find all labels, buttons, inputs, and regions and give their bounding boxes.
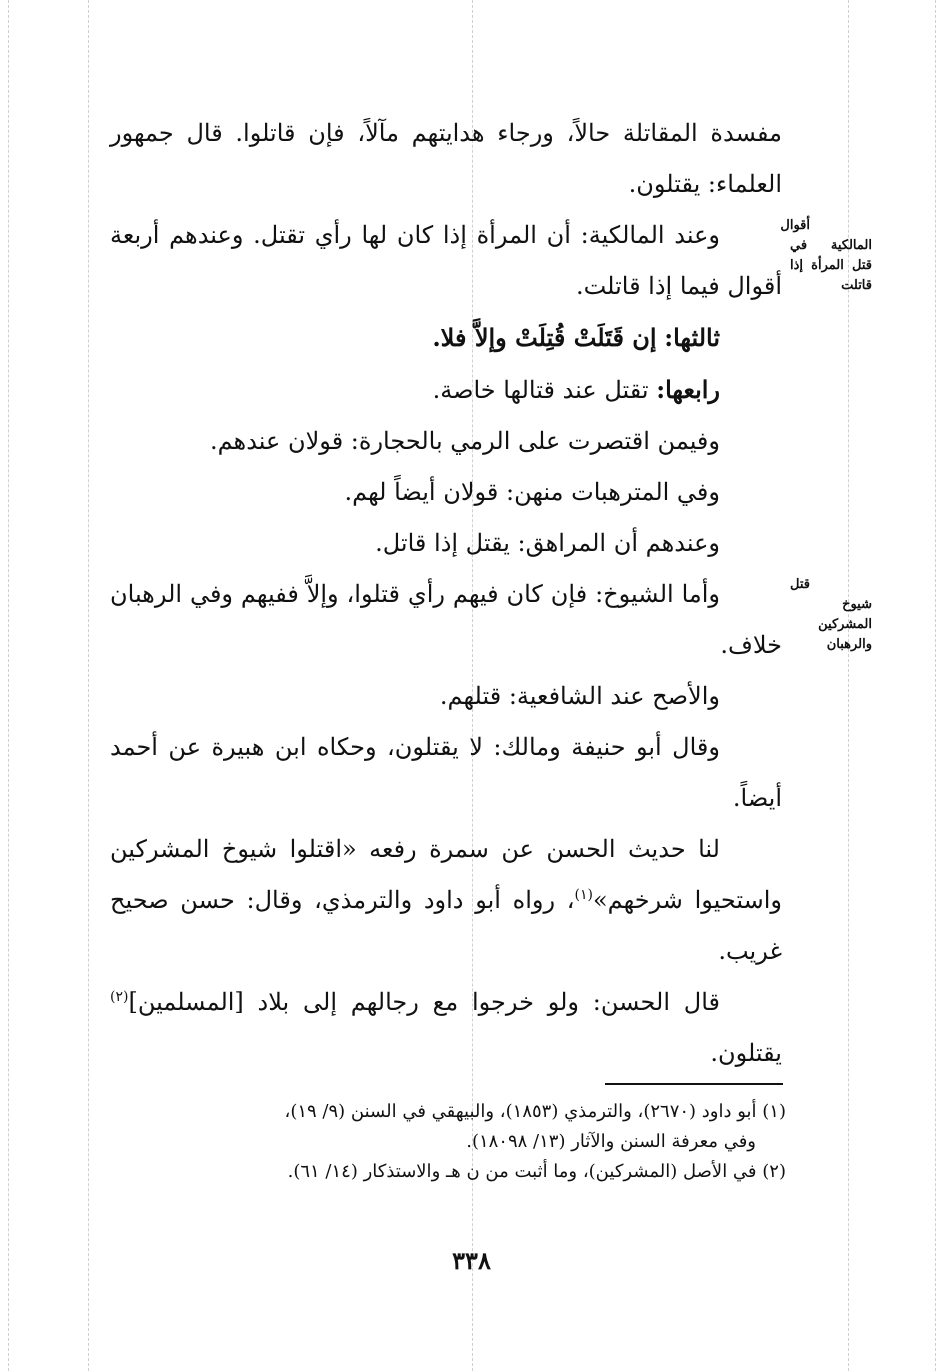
footnote-2-text: في الأصل (المشركين)، وما أثبت من ن هـ والاستذكار (١٤/ ٦١).	[287, 1161, 757, 1182]
footnote-ref-1[interactable]: (١)	[574, 887, 593, 903]
footnote-1-line-1: أبو داود (٢٦٧٠)، والترمذي (١٨٥٣)، والبيهقي في السنن (٩/ ١٩)،	[284, 1101, 757, 1122]
footnote-ref-2[interactable]: (٢)	[110, 989, 129, 1005]
margin-note-women-killing: أقوال المالكية في قتل المرأة إذا قاتلت	[780, 218, 872, 293]
hadith-text: لنا حديث الحسن عن سمرة رفعه «اقتلوا شيوخ المشركين واستحيوا شرخهم»	[110, 835, 782, 914]
paragraph-fourth-opinion	[110, 364, 782, 416]
fourth-label: رابعها:	[656, 375, 720, 404]
paragraph-abu-hanifa: وقال أبو حنيفة ومالك: لا يقتلون، وحكاه ابن هبيرة عن أحمد أيضاً.	[110, 733, 782, 812]
hasan-text: قال الحسن: ولو خرجوا مع رجالهم إلى بلاد [المسلمين]	[128, 988, 720, 1016]
footnote-1-number: (١)	[762, 1101, 786, 1122]
page-guide-line	[88, 0, 89, 1371]
fourth-text: تقتل عند قتالها خاصة.	[432, 376, 649, 404]
paragraph-hadith	[110, 824, 782, 977]
page-guide-line	[8, 0, 9, 1371]
paragraph-stones: وفيمن اقتصرت على الرمي بالحجارة: قولان عندهم.	[209, 427, 720, 455]
margin-note-elders-monks: قتل شيوخ المشركين والرهبان	[790, 577, 872, 652]
footnote-2-number: (٢)	[762, 1161, 786, 1182]
paragraph-hasan	[110, 977, 782, 1079]
paragraph-nuns: وفي المترهبات منهن: قولان أيضاً لهم.	[344, 478, 720, 506]
footnote-2	[110, 1157, 786, 1187]
third-label: ثالثها:	[664, 323, 720, 352]
page-guide-line	[848, 0, 849, 1371]
paragraph-elders-text: وأما الشيوخ: فإن كان فيهم رأي قتلوا، وإلاَّ ففيهم وفي الرهبان خلاف.	[110, 580, 782, 659]
main-text	[110, 108, 872, 1079]
paragraph-2	[110, 210, 872, 312]
paragraph-2-text: وعند المالكية: أن المرأة إذا كان لها رأي تقتل. وعندهم أربعة أقوال فيما إذا قاتلت.	[110, 221, 782, 300]
paragraph-adolescent: وعندهم أن المراهق: يقتل إذا قاتل.	[375, 529, 720, 557]
page-number: ٣٣٨	[452, 1246, 491, 1275]
footnotes	[110, 1097, 786, 1187]
third-text: إن قَتَلَتْ قُتِلَتْ وإلاَّ فلا.	[432, 323, 657, 352]
hadith-source: ، رواه أبو داود والترمذي، وقال: حسن صحيح غريب.	[110, 886, 782, 965]
hasan-end: يقتلون.	[710, 1039, 782, 1067]
paragraph-third-opinion	[110, 312, 782, 364]
footnote-1-line-2: وفي معرفة السنن والآثار (١٣/ ١٨٠٩٨).	[466, 1131, 756, 1152]
footnote-separator	[605, 1083, 783, 1085]
page-guide-line	[935, 0, 936, 1371]
paragraph-elders	[110, 569, 872, 671]
paragraph-1: مفسدة المقاتلة حالاً، ورجاء هدايتهم مآلاً، فإن قاتلوا. قال جمهور العلماء: يقتلون.	[110, 119, 782, 198]
paragraph-shafii: والأصح عند الشافعية: قتلهم.	[439, 682, 720, 710]
footnote-1	[110, 1097, 786, 1127]
